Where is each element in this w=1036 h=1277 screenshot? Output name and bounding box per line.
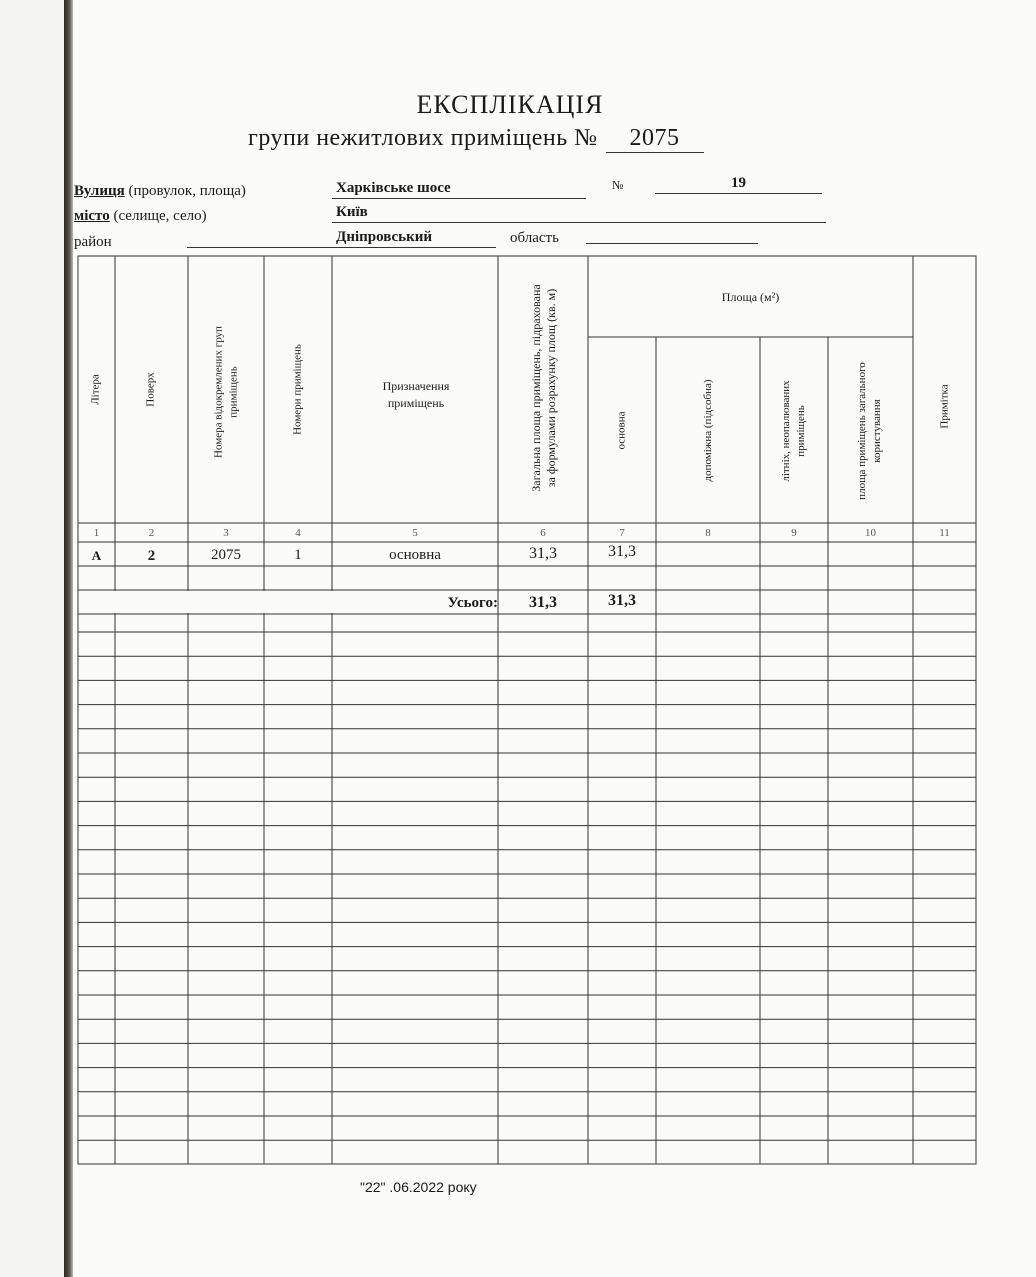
header-auxiliary: допоміжна (підсобна) [702, 379, 714, 482]
colnum-9: 9 [791, 527, 797, 539]
total-value: 31,3 [529, 594, 557, 611]
row-purpose: основна [389, 547, 441, 563]
colnum-2: 2 [148, 527, 155, 539]
street-value: Харківське шосе [332, 179, 586, 199]
colnum-11: 11 [939, 527, 950, 539]
colnum-5: 5 [412, 527, 418, 539]
colnum-10: 10 [865, 527, 876, 539]
row-total: 31,3 [529, 545, 557, 562]
header-group-numbers: Номера відокремлених груп приміщень [212, 326, 240, 458]
colnum-6: 6 [540, 527, 546, 539]
header-area-group: Площа (м²) [721, 290, 780, 304]
city-value: Київ [332, 203, 826, 223]
colnum-4: 4 [295, 527, 301, 539]
colnum-3: 3 [223, 527, 229, 539]
header-litera: Літера [89, 374, 102, 405]
header-total-area: Загальна площа приміщень, підрахована за формулами розрахунку площ (кв. м) [529, 284, 558, 492]
street-label: Вулиця (провулок, площа) [74, 183, 246, 199]
header-common: площа приміщень загального користування [856, 362, 883, 500]
header-room-numbers: Номери приміщень [291, 344, 304, 435]
header-main: основна [615, 411, 628, 450]
row-poverh: 2 [147, 548, 156, 564]
row-room: 1 [294, 547, 302, 563]
row-group: 2075 [211, 547, 241, 563]
header-poverh: Поверх [144, 372, 157, 407]
number-label: № [612, 178, 624, 192]
row-main: 31,3 [608, 543, 636, 560]
blank-row-lines [78, 632, 976, 1140]
district-label: район [74, 234, 112, 250]
colnum-8: 8 [705, 527, 711, 539]
header-summer: літніх, неопалюваних приміщень [780, 380, 807, 482]
document-title: ЕКСПЛІКАЦІЯ [416, 90, 604, 119]
region-label: область [510, 230, 559, 246]
city-label: місто (селище, село) [74, 208, 207, 224]
total-label: Усього: [447, 595, 498, 611]
document-date: "22" .06.2022 року [360, 1179, 477, 1195]
subtitle-text: групи нежитлових приміщень № [248, 125, 598, 151]
building-number: 19 [655, 174, 822, 194]
colnum-7: 7 [619, 527, 625, 539]
group-number: 2075 [606, 125, 704, 153]
row-litera: А [91, 548, 102, 563]
total-main: 31,3 [608, 592, 636, 609]
header-notes: Примітка [938, 384, 951, 429]
header-purpose: Призначення приміщень [382, 379, 450, 410]
colnum-1: 1 [93, 527, 100, 539]
district-value: Дніпровський [332, 228, 496, 248]
